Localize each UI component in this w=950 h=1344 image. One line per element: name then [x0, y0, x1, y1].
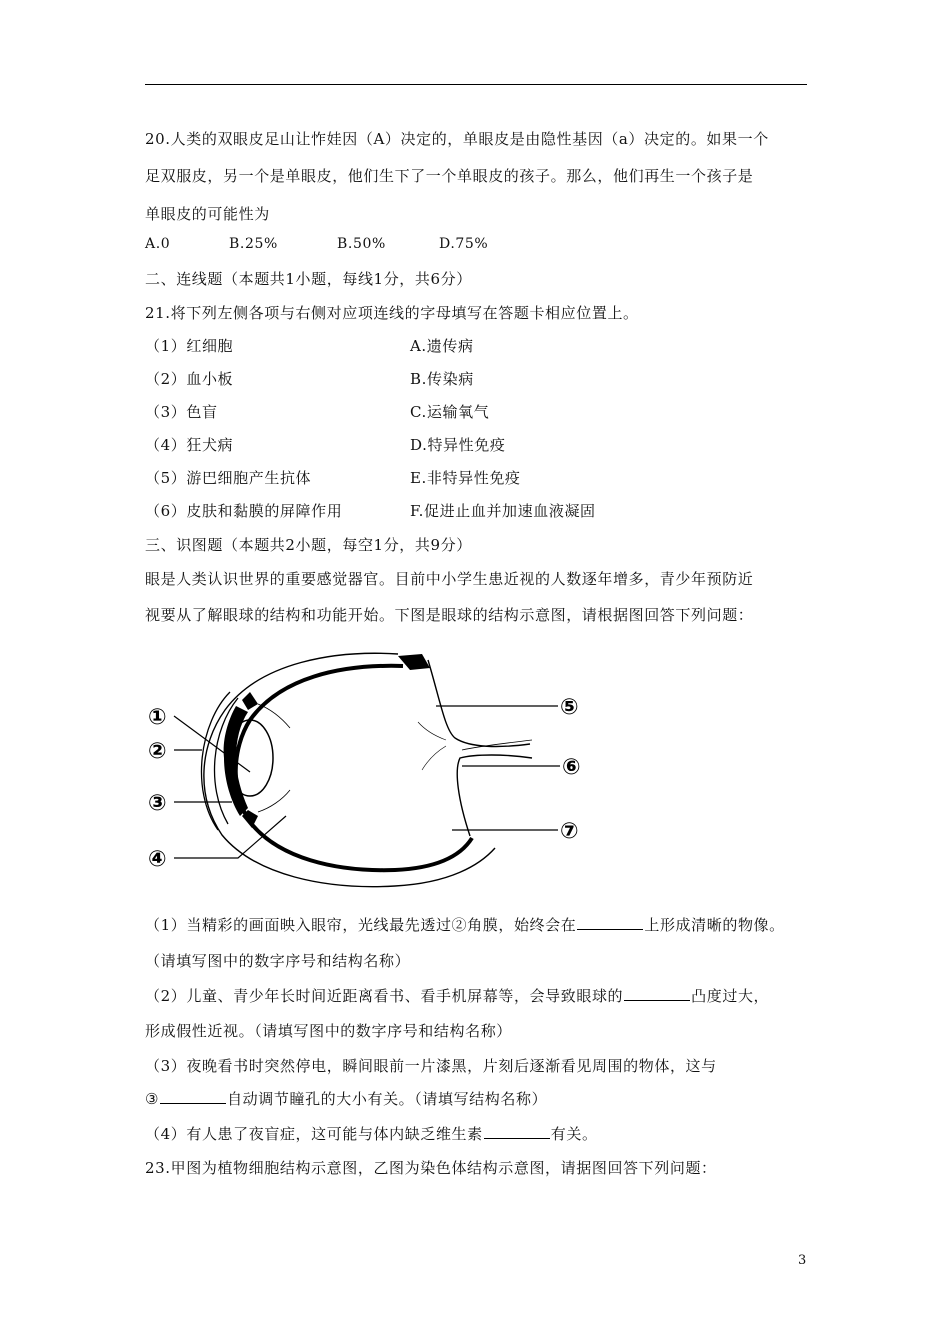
q3-line1: （3）夜晚看书时突然停电，瞬间眼前一片漆黑，片刻后逐渐看见周围的物体，这与 — [145, 1057, 717, 1075]
q20-options — [145, 236, 488, 252]
q20-line3: 单眼皮的可能性为 — [145, 205, 270, 223]
match-right-b: B.传染病 — [410, 370, 474, 388]
vessel-2 — [422, 746, 446, 770]
q4-blank[interactable] — [484, 1124, 550, 1139]
q2-line — [145, 985, 769, 1006]
label-6: ⑥ — [562, 755, 581, 780]
q20-line2: 足双服皮，另一个是单眼皮，他们生下了一个单眼皮的孩子。那么，他们再生一个孩子是 — [145, 167, 754, 185]
q3-blank[interactable] — [160, 1089, 226, 1104]
q4-text-a: （4）有人患了夜盲症，这可能与体内缺乏维生素 — [145, 1125, 483, 1143]
match-left-3: （3）色盲 — [145, 403, 218, 421]
label-3: ③ — [148, 791, 167, 816]
q20-line1: 20.人类的双眼皮足山让怍娃因（A）决定的，单眼皮是由隐性基因（a）决定的。如果一个 — [145, 130, 769, 148]
q21-prompt: 21.将下列左侧各项与右侧对应项连线的字母填写在答题卡相应位置上。 — [145, 304, 639, 322]
match-right-d: D.特异性免疫 — [410, 436, 506, 454]
option-d: D.75% — [439, 236, 489, 252]
eye-structure — [201, 653, 532, 886]
section3-title: 三、识图题（本题共2小题，每空1分，共9分） — [145, 536, 472, 554]
match-left-4: （4）狂犬病 — [145, 436, 234, 454]
pointer-4 — [174, 816, 286, 858]
option-c: B.50% — [337, 236, 386, 252]
ciliary-dark-top — [242, 692, 258, 710]
match-left-5: （5）游巴细胞产生抗体 — [145, 469, 312, 487]
match-right-a: A.遗传病 — [410, 337, 474, 355]
vessel-1 — [418, 722, 446, 740]
q2-text-a: （2）儿童、青少年长时间近距离看书、看手机屏幕等，会导致眼球的 — [145, 987, 624, 1005]
ciliary-lower — [258, 790, 290, 812]
q2-blank[interactable] — [624, 986, 690, 1001]
q1-text-b: 上形成清晰的物像。 — [644, 916, 785, 934]
match-left-2: （2）血小板 — [145, 370, 234, 388]
q1-note: （请填写图中的数字序号和结构名称） — [145, 952, 411, 970]
q3-text-b: 自动调节瞳孔的大小有关。（请填写结构名称） — [227, 1090, 548, 1108]
section2-title: 二、连线题（本题共1小题，每线1分，共6分） — [145, 270, 472, 288]
section3-intro1: 眼是人类认识世界的重要感觉器官。目前中小学生患近视的人数逐年增多，青少年预防近 — [145, 570, 754, 588]
option-a: A.0 — [145, 236, 171, 252]
label-1: ① — [148, 705, 167, 730]
page-number: 3 — [798, 1253, 807, 1268]
q3-line2 — [145, 1088, 547, 1109]
match-right-e: E.非特异性免疫 — [410, 469, 521, 487]
optic-nerve-upper — [428, 660, 530, 746]
header-rule — [145, 84, 807, 85]
eyeball-diagram — [140, 640, 610, 900]
q1-text-a: （1）当精彩的画面映入眼帘，光线最先透过②角膜，始终会在 — [145, 916, 577, 934]
section3-intro2: 视要从了解眼球的结构和功能开始。下图是眼球的结构示意图，请根据图回答下列问题： — [145, 606, 754, 624]
q4-line — [145, 1123, 598, 1144]
match-right-c: C.运输氧气 — [410, 403, 490, 421]
label-2: ② — [148, 739, 167, 764]
q4-text-b: 有关。 — [550, 1125, 598, 1143]
q23-prompt: 23.甲图为植物细胞结构示意图，乙图为染色体结构示意图，请据图回答下列问题： — [145, 1159, 717, 1177]
option-b: B.25% — [229, 236, 278, 252]
retina-band — [236, 666, 472, 870]
label-7: ⑦ — [560, 819, 579, 844]
q1-blank[interactable] — [577, 915, 643, 930]
match-right-f: F.促进止血并加速血液凝固 — [410, 502, 596, 520]
label-4: ④ — [148, 847, 167, 872]
q2-note: 形成假性近视。（请填写图中的数字序号和结构名称） — [145, 1022, 512, 1040]
optic-nerve-lower — [457, 755, 532, 836]
q2-text-b: 凸度过大， — [691, 987, 770, 1005]
label-5: ⑤ — [560, 695, 579, 720]
q3-text-a: ③ — [145, 1090, 160, 1108]
match-left-6: （6）皮肤和黏膜的屏障作用 — [145, 502, 343, 520]
q1-line — [145, 914, 785, 935]
match-left-1: （1）红细胞 — [145, 337, 234, 355]
